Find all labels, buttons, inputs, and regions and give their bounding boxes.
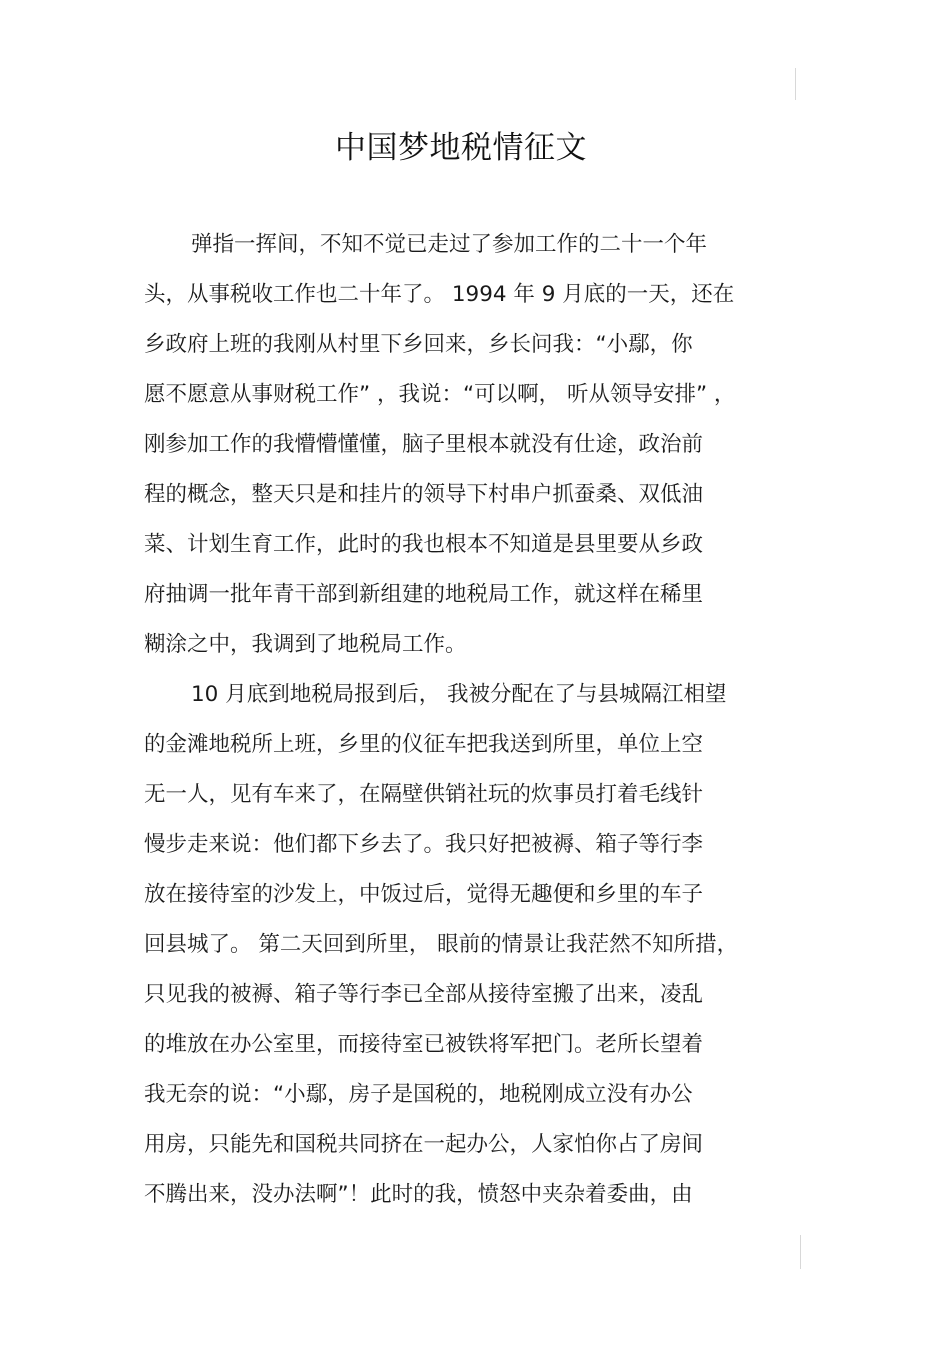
page-edge-mark-bottom [800,1235,801,1269]
document-title: 中国梦地税情征文 [335,130,587,166]
body-line: 头，从事税收工作也二十年了。 1994 年 9 月底的一天，还在 [144,282,735,307]
body-line: 不腾出来，没办法啊”！此时的我，愤怒中夹杂着委曲，由 [144,1182,693,1207]
body-line: 府抽调一批年青干部到新组建的地税局工作，就这样在稀里 [144,582,704,607]
document-body [144,220,814,1220]
body-line: 弹指一挥间，不知不觉已走过了参加工作的二十一个年 [191,232,708,257]
body-line: 的金滩地税所上班，乡里的仪征车把我送到所里，单位上空 [144,732,704,757]
body-line: 只见我的被褥、箱子等行李已全部从接待室搬了出来，凌乱 [144,982,704,1007]
body-line: 无一人，见有车来了，在隔壁供销社玩的炊事员打着毛线针 [144,782,704,807]
body-line: 愿不愿意从事财税工作” ，我说：“可以啊， 听从领导安排” ， [144,382,736,407]
body-line: 的堆放在办公室里，而接待室已被铁将军把门。老所长望着 [144,1032,704,1057]
body-line: 我无奈的说：“小鄢，房子是国税的，地税刚成立没有办公 [144,1082,693,1107]
body-line: 10 月底到地税局报到后， 我被分配在了与县城隔江相望 [191,682,727,707]
body-line: 放在接待室的沙发上，中饭过后，觉得无趣便和乡里的车子 [144,882,704,907]
body-line: 慢步走来说：他们都下乡去了。我只好把被褥、箱子等行李 [144,832,704,857]
body-line: 程的概念，整天只是和挂片的领导下村串户抓蚕桑、双低油 [144,482,704,507]
body-line: 回县城了。 第二天回到所里， 眼前的情景让我茫然不知所措， [144,932,739,957]
body-line: 糊涂之中，我调到了地税局工作。 [144,632,467,657]
body-line: 刚参加工作的我懵懵懂懂，脑子里根本就没有仕途，政治前 [144,432,704,457]
body-line: 乡政府上班的我刚从村里下乡回来，乡长问我：“小鄢，你 [144,332,693,357]
page-edge-mark-top [795,68,796,100]
body-line: 用房，只能先和国税共同挤在一起办公，人家怕你占了房间 [144,1132,704,1157]
body-line: 菜、计划生育工作，此时的我也根本不知道是县里要从乡政 [144,532,704,557]
